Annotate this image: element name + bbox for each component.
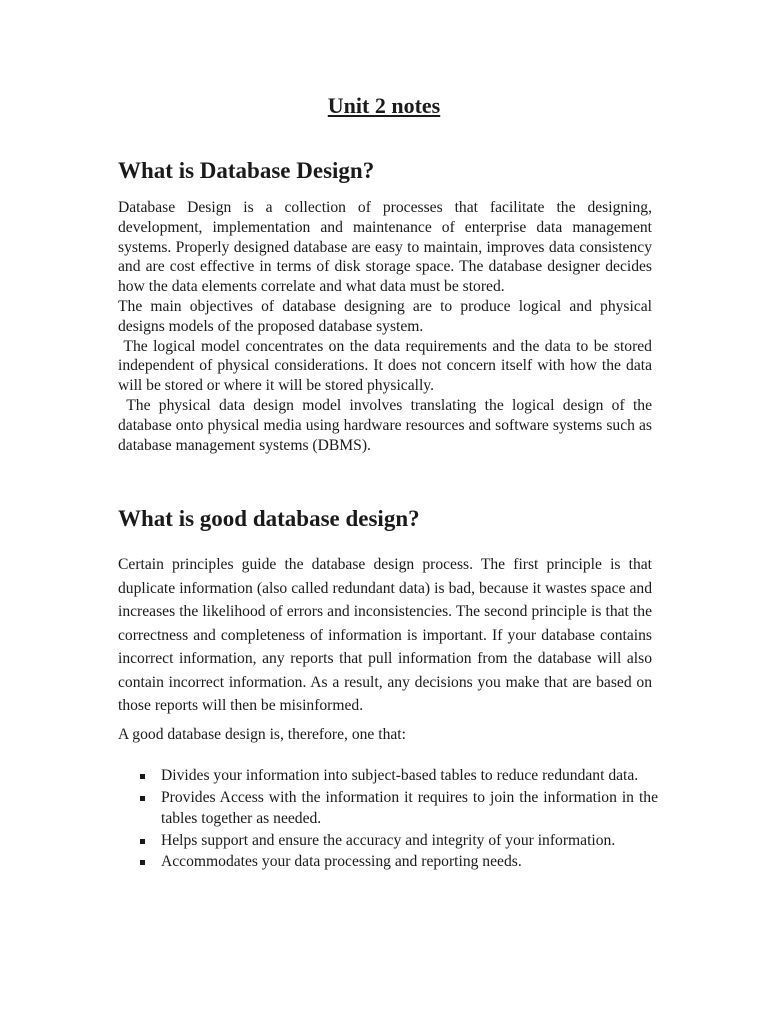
document-title: Unit 2 notes bbox=[327, 93, 441, 118]
paragraph-logical-model: The logical model concentrates on the data requirements and the data to be stored independent of physical considerations. It does not concern itself with how the data will be stored or where it will be stored physically. bbox=[118, 337, 656, 395]
bullet-item bbox=[118, 787, 658, 830]
square-bullet-icon bbox=[140, 796, 145, 801]
bullet-item bbox=[118, 830, 658, 852]
paragraph-objectives: The main objectives of database designing are to produce logical and physical designs models of the proposed database system. bbox=[118, 297, 652, 335]
bullet-text: Accommodates your data processing and reporting needs. bbox=[161, 853, 522, 870]
paragraph-principles: Certain principles guide the database design process. The first principle is that duplicate information (also called redundant data) is bad, because it wastes space and increases the likelihood of errors and inconsistencies. The second principle is that the correctness and completeness of information is important. If your database contains incorrect information, any reports that pull information from the database will also contain incorrect information. As a result, any decisions you make that are based on those reports will then be misinformed. bbox=[118, 556, 652, 714]
good-design-bullet-list bbox=[118, 765, 658, 873]
bullet-text: Divides your information into subject-based tables to reduce redundant data. bbox=[161, 767, 639, 784]
bullet-text: Helps support and ensure the accuracy and integrity of your information. bbox=[161, 831, 616, 849]
paragraph-physical-model: The physical data design model involves translating the logical design of the database onto physical media using hardware resources and software systems such as database management systems (DBMS). bbox=[118, 396, 656, 454]
paragraph-definition: Database Design is a collection of processes that facilitate the designing, development, implementation and maintenance of enterprise data management systems. Properly designed database are easy to maintain, improves data consistency and are cost effective in terms of disk storage space. The database designer decides how the data elements correlate and what data must be stored. bbox=[118, 199, 652, 296]
bullet-item bbox=[118, 851, 658, 873]
square-bullet-icon bbox=[140, 774, 145, 779]
bullet-item bbox=[118, 765, 658, 787]
section-heading-good-design: What is good database design? bbox=[118, 506, 420, 531]
section-heading-database-design: What is Database Design? bbox=[118, 158, 375, 183]
section-body-database-design bbox=[118, 198, 656, 455]
square-bullet-icon bbox=[140, 860, 145, 865]
bullet-text: Provides Access with the information it requires to join the information in the tables together as needed. bbox=[161, 788, 658, 827]
paragraph-good-design-intro: A good database design is, therefore, one that: bbox=[118, 726, 406, 743]
square-bullet-icon bbox=[140, 839, 145, 844]
